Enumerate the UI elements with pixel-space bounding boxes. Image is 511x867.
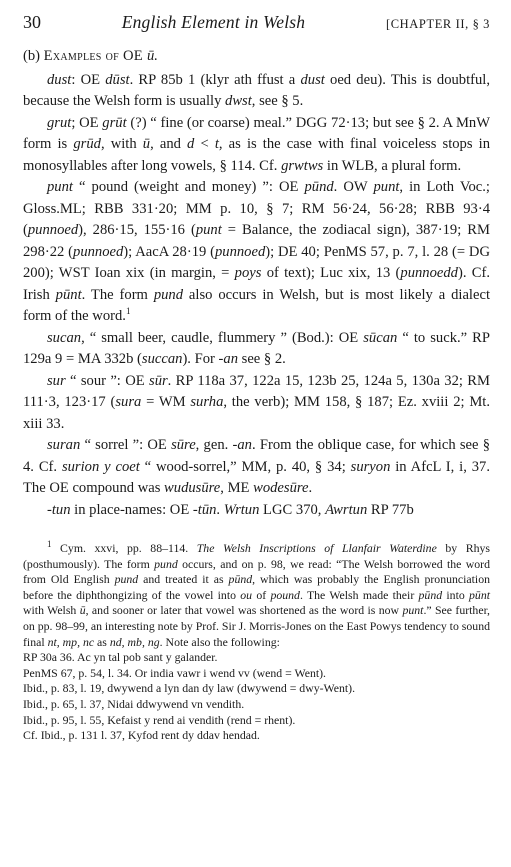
entry-dust: dust: OE dūst. RP 85b 1 (klyr ath ffust a dust oed deu). This is doubtful, because the Welsh form is usually dwst, see § 5. — [23, 71, 490, 109]
entry-suran: suran “ sorrel ”: OE sūre, gen. -an. From the oblique case, for which see § 4. Cf. surion y coet “ wood-sorrel,” MM, p. 40, § 34; suryon in AfcL I, i, 37. The OE compound was wudusūre, ME wodesūre. — [23, 437, 491, 496]
footnote-marker: 1 — [47, 539, 52, 550]
entry-sucan: sucan, “ small beer, caudle, flummery ” (Bod.): OE sūcan “ to suck.” RP 129a 9 = MA 332b (succan). For -an see § 2. — [23, 329, 491, 367]
footnote-ref: 1 — [125, 306, 131, 317]
running-header — [23, 12, 490, 44]
running-title: English Element in Welsh — [121, 12, 306, 32]
footnote-1: $^1$ Cym. xxvi, pp. 88–114. The Welsh Inscriptions of Llanfair Waterdine by Rhys (posthumously). The form pund occurs, and on p. 98, we read: “The Welsh borrowed the word from Old English pund and treated it as pūnd, which was probably the English pronunciation before the diphthongizing of the vowel into ou of pound. The Welsh made their pūnd into pūnt with Welsh ū, and sooner or later that vowel was shortened as the word is now punt.” See further, on pp. 98–99, an interesting note by Prof. Sir J. Morris-Jones on the East Powys tendency to sound final nt, mp, nc as nd, mb, ng. Note also the following: — [23, 539, 490, 649]
footnote-example: Ibid., p. 83, l. 19, dwywend a lyn dan dy law (dwywend = dwy-Went). — [23, 681, 356, 696]
entry-sur: sur “ sour ”: OE sūr. RP 118a 37, 122a 15, 123b 25, 124a 5, 130a 32; RM 111·3, 123·17 (sura = WM surha, the verb); MM 158, § 187; Ez. xviii 2; Mt. xiii 33. — [23, 372, 490, 432]
entry-grut: grut; OE grūt (?) “ fine (or coarse) meal.” DGG 72·13; but see § 2. A MnW form is grūd, with ū, and d < t, as is the case with final voiceless stops in monosyllables after long vowels, § 114. Cf. grwtws in WLB, a plural form. — [23, 114, 491, 174]
footnotes — [23, 541, 490, 744]
section-heading: (b) Examples of OE ū. — [23, 48, 158, 64]
main-text — [23, 46, 490, 521]
entry-tun: -tun in place-names: OE -tūn. Wrtun LGC 370, Awrtun RP 77b — [47, 501, 414, 518]
chapter-reference: [CHAPTER II, § 3 — [385, 17, 490, 31]
footnote-example: Cf. Ibid., p. 131 l. 37, Kyfod rent dy ddav hendad. — [23, 728, 260, 743]
footnote-example: PenMS 67, p. 54, l. 34. Or india vawr i wend vv (wend = Went). — [23, 665, 326, 680]
footnote-example: Ibid., p. 65, l. 37, Nidai ddwywend vn vendith. — [23, 696, 245, 711]
footnote-example: Ibid., p. 95, l. 55, Kefaist y rend ai vendith (rend = rhent). — [23, 712, 296, 727]
page-number: 30 — [23, 12, 41, 32]
footnote-example: RP 30a 36. Ac yn tal pob sant y galander. — [23, 650, 218, 665]
entry-punt: punt “ pound (weight and money) ”: OE pūnd. OW punt, in Loth Voc.; Gloss.ML; RBB 331·20; MM p. 10, § 7; RM 56·24, 56·28; RBB 93·4 (punnoed), 286·15, 155·16 (punt = Balance, the zodiacal sign), 387·19; RM 298·22 (punnoed); AacA 28·19 (punnoed); DE 40; PenMS 57, p. 7, l. 28 (= DG 200); WST Ioan xix (in margin, = poys of text); Luc xix, 13 (punnoedd). Cf. Irish pūnt. The form pund also occurs in Welsh, but is most likely a dialect form of the word.$^1$ — [23, 179, 490, 324]
